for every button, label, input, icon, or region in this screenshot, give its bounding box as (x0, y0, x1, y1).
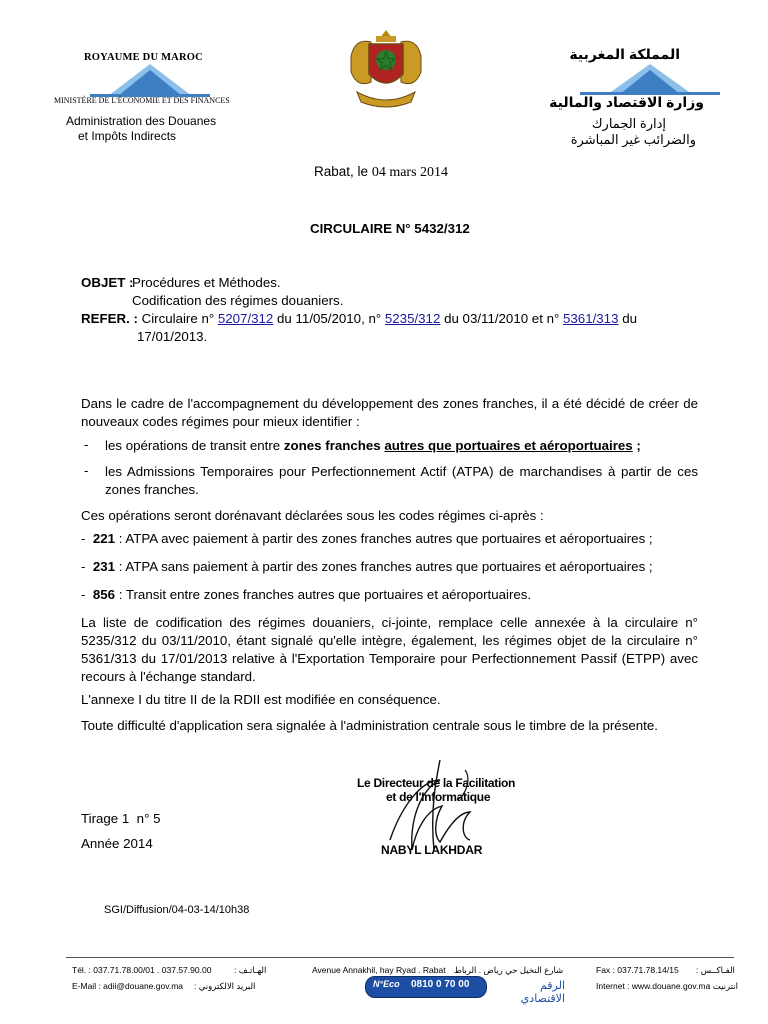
left-ministry-text: MINISTÈRE DE L'ÉCONOMIE ET DES FINANCES (54, 96, 230, 105)
header-left-block (40, 48, 260, 148)
coat-of-arms-emblem (343, 26, 429, 112)
footer-email-ar: البريد الالكتروني : (194, 981, 256, 991)
refer-line2: 17/01/2013. (137, 329, 208, 344)
left-kingdom-text: ROYAUME DU MAROC (84, 52, 203, 63)
reference-link-5207[interactable]: 5207/312 (217, 311, 274, 326)
code-number: 221 (92, 531, 116, 546)
footer-tel-text: Tél. : 037.71.78.00/01 . 037.57.90.00 (72, 965, 212, 975)
code-description: : ATPA avec paiement à partir des zones franches autres que portuaires et aéroportuaires ; (118, 531, 653, 546)
circular-title: CIRCULAIRE N° 5432/312 (310, 221, 470, 236)
code-description: : Transit entre zones franches autres que portuaires et aéroportuaires. (118, 587, 532, 602)
refer-text2: du 11/05/2010, n° (277, 311, 382, 326)
signatory-title-line2: et de l'Informatique (386, 790, 491, 804)
refer-text1: Circulaire n° (141, 311, 215, 326)
footer-fax (596, 965, 736, 975)
objet-label: OBJET : (81, 275, 134, 290)
left-admin-line2: et Impôts Indirects (78, 129, 177, 143)
footer-address (312, 965, 563, 976)
code-number: 231 (92, 559, 116, 574)
bullet1-text-a: les opérations de transit entre (105, 438, 281, 453)
footer-tel-ar: الهـاتـف : (234, 965, 267, 975)
annee-text: Année 2014 (81, 836, 153, 851)
bullet-atpa: les Admissions Temporaires pour Perfectionnement Actif (ATPA) de marchandises à partir de ces zones franches. (105, 464, 698, 497)
objet-line1: Procédures et Méthodes. (132, 275, 281, 290)
refer-label: REFER. : (81, 311, 138, 326)
footer-eco-badge (365, 976, 565, 1005)
intro-paragraph: Dans le cadre de l'accompagnement du développement des zones franches, il a été décidé de créer de nouveaux codes régimes pour mieux identifier : (81, 396, 698, 429)
refer-text4: du (622, 311, 637, 326)
bullet1-text-c: autres que portuaires et aéroportuaires (384, 438, 633, 453)
footer-address-ar: شارع النخيل حي رياض . الرباط (453, 965, 564, 975)
refer-text3: du 03/11/2010 et n° (444, 311, 560, 326)
bullet1-text-b: zones franches (283, 438, 381, 453)
eco-arabic: الرقم الاقتصادي (520, 980, 565, 1005)
tirage-text: Tirage 1 n° 5 (81, 811, 161, 826)
date-prefix: Rabat, le (314, 164, 369, 179)
footer-rule (66, 957, 734, 958)
bullet1-text-d: ; (636, 438, 641, 453)
left-admin-line1: Administration des Douanes (66, 114, 217, 128)
signatory-title-line1: Le Directeur de la Facilitation (357, 776, 516, 790)
customs-logo-right (580, 62, 720, 96)
code-description: : ATPA sans paiement à partir des zones franches autres que portuaires et aéroportuaires ; (118, 559, 653, 574)
reference-link-5235[interactable]: 5235/312 (384, 311, 441, 326)
customs-logo-left (90, 62, 210, 98)
footer-website-link[interactable]: Internet : www.douane.gov.ma (596, 981, 711, 991)
footer-address-text: Avenue Annakhil, hay Ryad . Rabat (312, 965, 446, 975)
reference-link-5361[interactable]: 5361/313 (563, 311, 619, 326)
footer-email-link[interactable]: E-Mail : adii@douane.gov.ma (72, 981, 183, 991)
date-value: 04 mars 2014 (371, 165, 449, 180)
paragraph-liste: La liste de codification des régimes douaniers, ci-jointe, remplace celle annexée à la circulaire n° 5235/312 du 03/11/2010, étant signalé qu'elle intègre, également, les régimes objet de la circulaire n° 5361/313 du 17/01/2013 relative à l'Exportation Temporaire pour Perfectionnement Passif (ETPP) avec recours à l'échange standard. (81, 615, 698, 684)
bullet-transit (105, 437, 698, 455)
code-item: - 856 : Transit entre zones franches autres que portuaires et aéroportuaires. (81, 587, 532, 602)
diffusion-reference: SGI/Diffusion/04-03-14/10h38 (104, 904, 250, 916)
paragraph-annexe: L'annexe I du titre II de la RDII est modifiée en conséquence. (81, 692, 441, 707)
code-number: 856 (92, 587, 116, 602)
right-admin-line1: إدارة الجمارك (591, 116, 666, 131)
objet-line2: Codification des régimes douaniers. (132, 293, 344, 308)
footer-fax-ar: الفـاكــس : (696, 965, 735, 975)
footer-email (72, 981, 272, 991)
footer-fax-text: Fax : 037.71.78.14/15 (596, 965, 679, 975)
paragraph-difficulte: Toute difficulté d'application sera signalée à l'administration centrale sous le timbre de la présente. (81, 718, 658, 733)
signatory-name: NABYL LAKHDAR (381, 843, 483, 857)
bullet-dash: - (84, 463, 89, 478)
footer-tel (72, 965, 272, 975)
bullet-dash: - (84, 437, 89, 452)
right-ministry-text: وزارة الاقتصاد والمالية (549, 94, 704, 110)
code-item: - 221 : ATPA avec paiement à partir des zones franches autres que portuaires et aéroportuaires ; (81, 531, 653, 546)
footer-internet-ar: انترنيت : (708, 981, 738, 991)
right-admin-line2: والضرائب غير المباشرة (570, 132, 696, 147)
footer-internet (596, 981, 736, 991)
right-kingdom-text: المملكة المغربية (569, 46, 680, 62)
eco-number: 0810 0 70 00 (411, 979, 470, 990)
header-right-block (540, 44, 740, 154)
eco-label: N°Eco (373, 979, 400, 989)
date-line (314, 164, 448, 181)
codes-intro: Ces opérations seront dorénavant déclarées sous les codes régimes ci-après : (81, 508, 544, 523)
refer-line (81, 311, 637, 326)
code-item: - 231 : ATPA sans paiement à partir des zones franches autres que portuaires et aéroportuaires ; (81, 559, 653, 574)
